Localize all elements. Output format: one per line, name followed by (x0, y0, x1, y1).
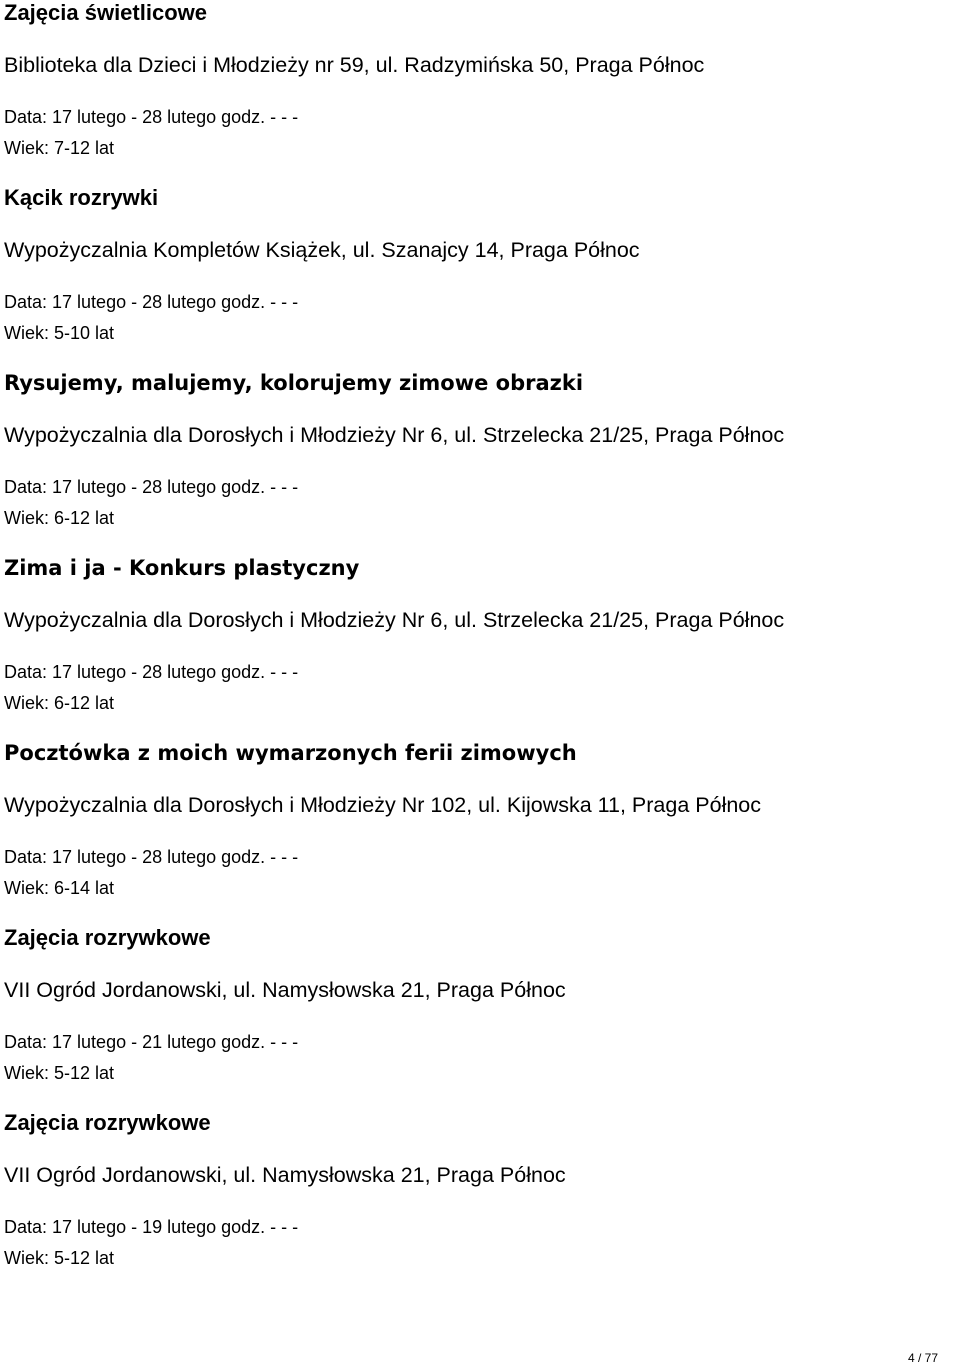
event-venue: VII Ogród Jordanowski, ul. Namysłowska 21, Praga Północ (4, 1163, 566, 1187)
page-number: 4 / 77 (907, 1351, 938, 1365)
event-age: Wiek: 6-12 lat (4, 508, 115, 528)
event-date: Data: 17 lutego - 28 lutego godz. - - - (4, 477, 299, 497)
event-title: Pocztówka z moich wymarzonych ferii zimowych (4, 741, 577, 765)
event-venue: Wypożyczalnia dla Dorosłych i Młodzieży Nr 6, ul. Strzelecka 21/25, Praga Północ (4, 423, 785, 447)
event-age: Wiek: 5-12 lat (4, 1248, 115, 1268)
event-age: Wiek: 5-12 lat (4, 1063, 115, 1083)
event-age: Wiek: 5-10 lat (4, 323, 115, 343)
event-date: Data: 17 lutego - 28 lutego godz. - - - (4, 107, 299, 127)
event-entry (4, 555, 940, 740)
event-venue: Wypożyczalnia dla Dorosłych i Młodzieży Nr 6, ul. Strzelecka 21/25, Praga Północ (4, 608, 785, 632)
event-entry (4, 185, 940, 370)
event-venue: Wypożyczalnia dla Dorosłych i Młodzieży Nr 102, ul. Kijowska 11, Praga Północ (4, 793, 762, 817)
event-entry (4, 925, 940, 1110)
event-venue: Wypożyczalnia Kompletów Książek, ul. Szanajcy 14, Praga Północ (4, 238, 640, 262)
event-date: Data: 17 lutego - 19 lutego godz. - - - (4, 1217, 299, 1237)
event-title: Zajęcia rozrywkowe (4, 1110, 211, 1135)
event-age: Wiek: 7-12 lat (4, 138, 115, 158)
event-title: Rysujemy, malujemy, kolorujemy zimowe obrazki (4, 371, 584, 395)
event-date: Data: 17 lutego - 28 lutego godz. - - - (4, 292, 299, 312)
event-entry (4, 1110, 940, 1295)
event-date: Data: 17 lutego - 28 lutego godz. - - - (4, 847, 299, 867)
event-age: Wiek: 6-14 lat (4, 878, 115, 898)
event-date: Data: 17 lutego - 21 lutego godz. - - - (4, 1032, 299, 1052)
event-title: Zajęcia świetlicowe (4, 0, 207, 25)
event-venue: VII Ogród Jordanowski, ul. Namysłowska 21, Praga Północ (4, 978, 566, 1002)
event-date: Data: 17 lutego - 28 lutego godz. - - - (4, 662, 299, 682)
event-venue: Biblioteka dla Dzieci i Młodzieży nr 59, ul. Radzymińska 50, Praga Północ (4, 53, 705, 77)
event-title: Zajęcia rozrywkowe (4, 925, 211, 950)
event-title: Kącik rozrywki (4, 185, 159, 210)
event-age: Wiek: 6-12 lat (4, 693, 115, 713)
event-title: Zima i ja - Konkurs plastyczny (4, 556, 360, 580)
event-entry (4, 0, 940, 185)
event-entry (4, 740, 940, 925)
event-entry (4, 370, 940, 555)
event-list (4, 0, 940, 1295)
